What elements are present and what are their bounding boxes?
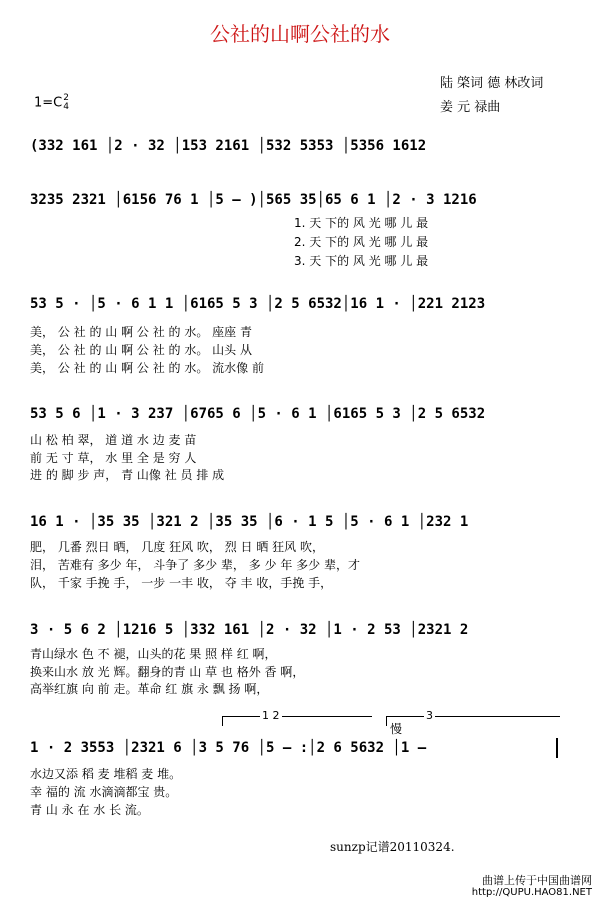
lyric-row-3-verse-3: 美， 公 社 的 山 啊 公 社 的 水。 流水像 前 — [30, 361, 264, 375]
notation-row-4: 53 5 6 │1 · 3 237 │6765 6 │5 · 6 1 │6165 5 3 │2 5 6532 — [30, 406, 486, 422]
lyric-row-6-verse-3: 高举红旗 向 前 走。革命 红 旗 永 飘 扬 啊， — [30, 682, 269, 696]
lyric-row-5-verse-3: 队， 千家 手挽 手， 一步 一丰 收， 夺 丰 收，手挽 手， — [30, 576, 333, 590]
volta-1-bracket-start — [222, 716, 223, 726]
time-top: 2 — [63, 93, 69, 103]
time-bottom: 4 — [63, 102, 69, 112]
lyric-row-7-verse-2: 幸 福的 流 水滴滴都宝 贵。 — [30, 785, 178, 799]
lyric-row-7-verse-3: 青 山 永 在 水 长 流。 — [30, 803, 149, 817]
volta-2-label: 3 — [426, 709, 433, 722]
lyric-row-5-verse-1: 肥， 几番 烈日 晒， 几度 狂风 吹， 烈 日 晒 狂风 吹， — [30, 540, 324, 554]
volta-1-label: 1 2 — [262, 709, 280, 722]
lyric-row-3-verse-2: 美， 公 社 的 山 啊 公 社 的 水。 山头 从 — [30, 343, 252, 357]
lyric-row-4-verse-1: 山 松 柏 翠， 道 道 水 边 麦 苗 — [30, 433, 197, 447]
notation-row-5: 16 1 · │35 35 │321 2 │35 35 │6 · 1 5 │5 · 6 1 │232 1 — [30, 514, 469, 530]
lyric-row-6-verse-1: 青山绿水 色 不 褪，山头的花 果 照 样 红 啊， — [30, 647, 277, 661]
notation-row-1: (332 161 │2 · 32 │153 2161 │532 5353 │5356 1612 — [30, 138, 427, 154]
lyric-row-7-verse-1: 水边又添 稻 麦 堆稻 麦 堆。 — [30, 767, 182, 781]
lyricists-credit: 陆 棨词 德 林改词 — [440, 76, 544, 91]
volta-2-bracket-start — [386, 716, 387, 726]
key-signature — [34, 94, 69, 112]
notation-row-3: 53 5 · │5 · 6 1 1 │6165 5 3 │2 5 6532│16 1 · │221 2123 — [30, 296, 486, 312]
lyric-row-3-verse-1: 美， 公 社 的 山 啊 公 社 的 水。 座座 青 — [30, 325, 252, 339]
tempo-slow-marking: 慢 — [390, 722, 403, 736]
lyric-row-2-verse-1: 1. 天 下的 风 光 哪 儿 最 — [294, 216, 429, 230]
page-title: 公社的山啊公社的水 — [210, 22, 390, 46]
volta-1-bracket — [222, 716, 372, 717]
volta-2-bracket — [386, 716, 560, 717]
lyric-row-4-verse-2: 前 无 寸 草， 水 里 全 是 穷 人 — [30, 451, 197, 465]
lyric-row-2-verse-3: 3. 天 下的 风 光 哪 儿 最 — [294, 254, 429, 268]
final-barline — [556, 738, 558, 758]
notation-row-7: 1 · 2 3553 │2321 6 │3 5 76 │5 – :│2 6 5632 │1 – — [30, 740, 427, 756]
time-signature — [63, 94, 69, 112]
lyric-row-6-verse-2: 换来山水 放 光 辉。翻身的青 山 草 也 格外 香 啊， — [30, 665, 305, 679]
notation-row-6: 3 · 5 6 2 │1216 5 │332 161 │2 · 32 │1 · 2 53 │2321 2 — [30, 622, 469, 638]
footer-site-url[interactable]: http://QUPU.HAO81.NET — [471, 887, 592, 898]
footer-site-name: 曲谱上传于中国曲谱网 — [482, 874, 592, 887]
lyric-row-4-verse-3: 进 的 脚 步 声， 青 山像 社 员 排 成 — [30, 468, 225, 482]
lyric-row-5-verse-2: 泪， 苦难有 多少 年， 斗争了 多少 辈， 多 少 年 多少 辈，才 — [30, 558, 360, 572]
key-label: 1=C — [34, 95, 63, 111]
transcriber-note: sunzp记谱20110324. — [330, 840, 455, 854]
notation-row-2: 3235 2321 │6156 76 1 │5 – )│565 35│65 6 1 │2 · 3 1216 — [30, 192, 477, 208]
composer-credit: 姜 元 禄曲 — [440, 100, 501, 115]
lyric-row-2-verse-2: 2. 天 下的 风 光 哪 儿 最 — [294, 235, 429, 249]
